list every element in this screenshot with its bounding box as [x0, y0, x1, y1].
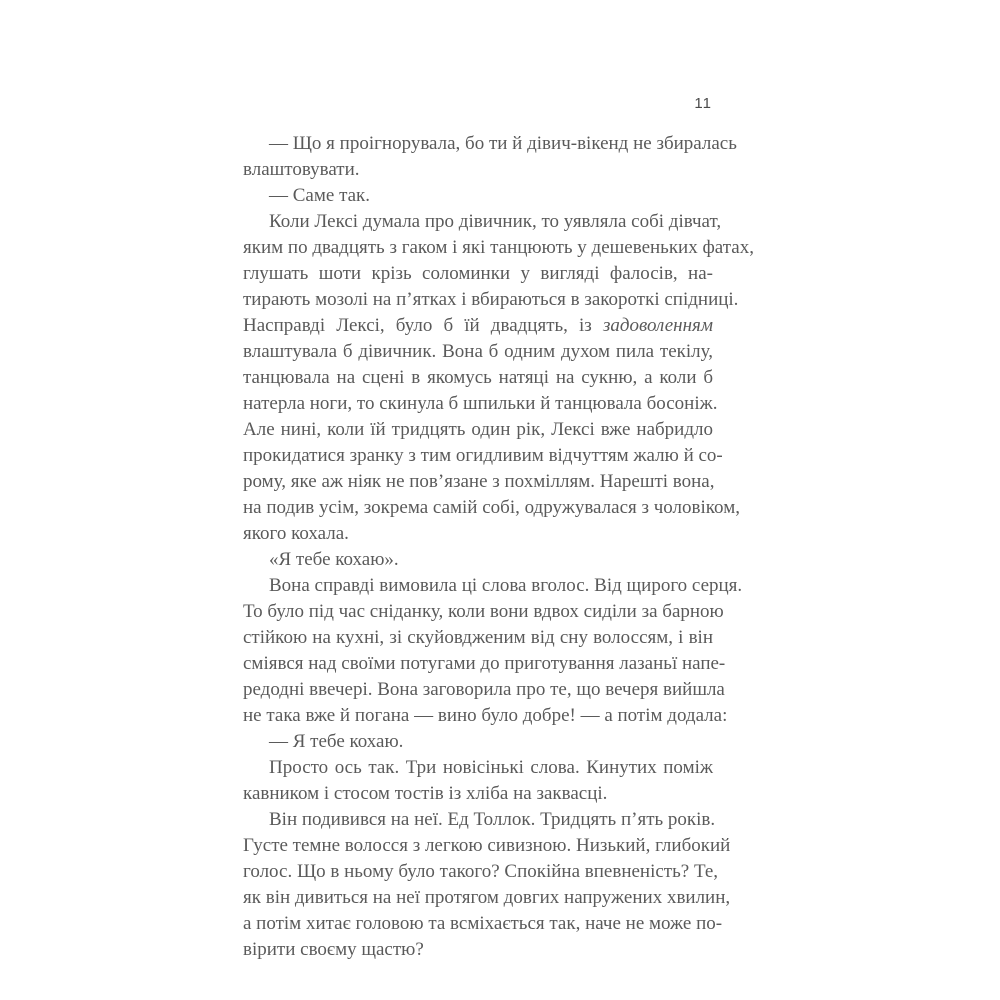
emphasis-text: задоволенням [602, 315, 713, 336]
line-text: влаштувала б дівичник. Вона б одним духом пила текілу, [243, 341, 713, 362]
line-text: натерла ноги, то скинула б шпильки й танцювала босоніж. [243, 393, 718, 414]
text-line [243, 885, 731, 911]
text-line [243, 573, 743, 599]
line-text: То було під час сніданку, коли вони вдвох сиділи за барною [243, 601, 724, 622]
line-text: Він подивився на неї. Ед Толлок. Тридцять п’ять років. [269, 809, 716, 830]
line-text: Але нині, коли їй тридцять один рік, Лексі вже набридло [243, 419, 713, 440]
text-line [243, 781, 713, 807]
text-line [243, 651, 726, 677]
text-line [243, 859, 719, 885]
text-line [243, 911, 723, 937]
line-text: Просто ось так. Три новісінькі слова. Кинутих поміж [269, 757, 713, 778]
line-text: а потім хитає головою та всміхається так, наче не може по- [243, 913, 723, 934]
text-line [243, 443, 723, 469]
text-line [243, 521, 713, 547]
line-text: прокидатися зранку з тим огидливим відчуттям жалю й со- [243, 445, 723, 466]
line-text: влаштовувати. [243, 159, 360, 180]
line-text: «Я тебе кохаю». [269, 549, 399, 570]
line-text: Вона справді вимовила ці слова вголос. Від щирого серця. [269, 575, 743, 596]
text-line [243, 131, 737, 157]
line-text: Насправді Лексі, було б їй двадцять, із [243, 315, 603, 336]
text-line [243, 937, 713, 963]
line-text: вірити своєму щастю? [243, 939, 424, 960]
text-line [243, 755, 713, 781]
text-line [243, 365, 713, 391]
text-line [243, 833, 731, 859]
text-line [243, 599, 724, 625]
line-text: стійкою на кухні, зі скуйовдженим від сну волоссям, і він [243, 627, 713, 648]
line-text: не така вже й погана — вино було добре! — а потім додала: [243, 705, 728, 726]
text-line [243, 417, 713, 443]
line-text: яким по двадцять з гаком і які танцюють у дешевеньких фатах, [243, 237, 754, 258]
text-line [243, 729, 713, 755]
line-text: редодні ввечері. Вона заговорила про те, що вечеря вийшла [243, 679, 725, 700]
line-text: Коли Лексі думала про дівичник, то уявляла собі дівчат, [269, 211, 722, 232]
line-text: кавником і стосом тостів із хліба на заквасці. [243, 783, 608, 804]
line-text: глушать шоти крізь соломинки у вигляді фалосів, на- [243, 263, 713, 284]
text-line [243, 157, 713, 183]
line-text: голос. Що в ньому було такого? Спокійна впевненість? Те, [243, 861, 719, 882]
line-text: — Саме так. [269, 185, 371, 206]
line-text: Густе темне волосся з легкою сивизною. Низький, глибокий [243, 835, 731, 856]
line-text: тирають мозолі на п’ятках і вбираються в закороткі спідниці. [243, 289, 739, 310]
text-line [243, 391, 718, 417]
line-text: на подив усім, зокрема самій собі, одружувалася з чоловіком, [243, 497, 740, 518]
text-line [243, 625, 713, 651]
text-line [243, 807, 716, 833]
text-line [243, 209, 722, 235]
line-text: сміявся над своїми потугами до приготування лазаньї напе- [243, 653, 726, 674]
text-line [243, 677, 725, 703]
page-number: 11 [694, 95, 712, 112]
text-line [243, 703, 728, 729]
line-text: як він дивиться на неї протягом довгих напружених хвилин, [243, 887, 731, 908]
text-line [243, 235, 754, 261]
text-line [243, 183, 713, 209]
text-line [243, 313, 713, 339]
line-text: танцювала на сцені в якомусь натяці на сукню, а коли б [243, 367, 713, 388]
line-text: якого кохала. [243, 523, 349, 544]
line-text: — Я тебе кохаю. [269, 731, 404, 752]
text-line [243, 287, 739, 313]
text-line [243, 261, 713, 287]
line-text: — Що я проігнорувала, бо ти й дівич-вікенд не збиралась [269, 133, 737, 154]
text-line [243, 495, 740, 521]
body-text [243, 131, 754, 963]
text-line [243, 339, 713, 365]
line-text: рому, яке аж ніяк не пов’язане з похміллям. Нарешті вона, [243, 471, 715, 492]
text-line [243, 547, 713, 573]
text-line [243, 469, 713, 495]
